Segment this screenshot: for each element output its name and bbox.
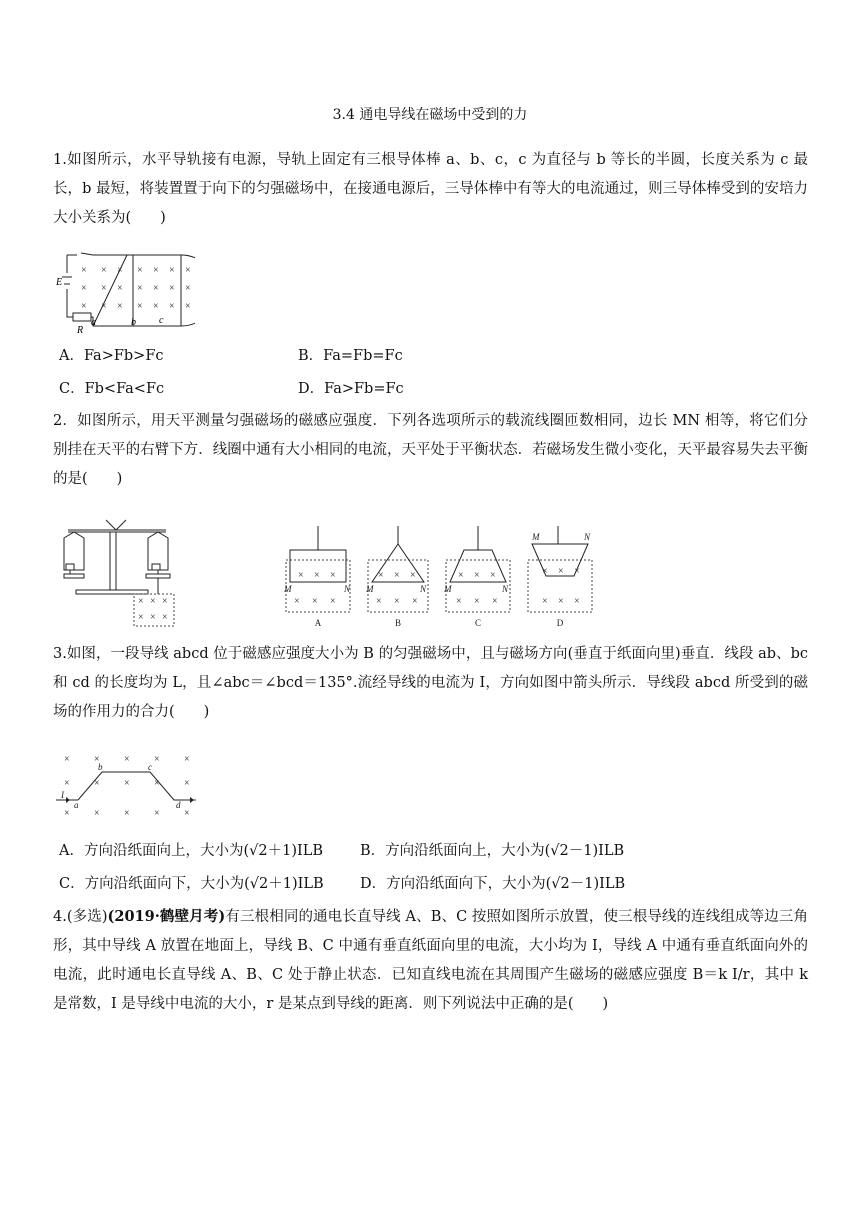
field-cross-mark: × [154,754,160,765]
q1-text: 1.如图所示，水平导轨接有电源，导轨上固定有三根导体棒 a、b、c，c 为直径与 b 等长的半圆，长度关系为 c 最长，b 最短，将装置置于向下的匀强磁场中，在接通电源后，三导体棒中有等大的电流通过，则三导体棒受到的安培力大小关系为( ) [53,152,808,226]
q2-caption-d: D [556,618,564,628]
q2-caption-b: B [394,618,402,628]
q1-label-R: R [77,325,84,335]
field-cross-mark: × [394,596,400,607]
q1-rail-figure [55,245,195,335]
q2-caption-c: C [474,618,482,628]
q4-source: (2019·鹤壁月考) [107,908,226,925]
field-cross-mark: × [169,301,175,312]
field-cross-mark: × [574,596,580,607]
field-cross-mark: × [169,265,175,276]
q2-text: 2．如图所示，用天平测量匀强磁场的磁感应强度．下列各选项所示的载流线圈匝数相同，边长 MN 相等，将它们分别挂在天平的右臂下方．线圈中通有大小相同的电流，天平处于平衡状态．若磁场发生微小变化，天平最容易失去平衡的是( ) [53,413,808,487]
q2-label-N-d: N [584,532,591,542]
field-cross-mark: × [394,570,400,581]
field-cross-mark: × [94,808,100,818]
field-cross-mark: × [101,283,107,294]
q4-body: 有三根相同的通电长直导线 A、B、C 按照如图所示放置，使三根导线的连线组成等边三角形，其中导线 A 放置在地面上，导线 B、C 中通有垂直纸面向里的电流，大小均为 I，导线 A 中通有垂直纸面向外的电流，此时通电长直导线 A、B、C 处于静止状态．已知直线电流在其周围产生磁场的磁感应强度 B＝k I/r，其中 k 是常数，I 是导线中电流的大小，r 是某点到导线的距离．则下列说法中正确的是( ) [53,909,808,1012]
field-cross-mark: × [117,265,123,276]
field-cross-mark: × [153,265,159,276]
field-cross-mark: × [101,265,107,276]
q1-label-b: b [131,317,136,328]
q3-label-b: b [98,762,103,772]
field-cross-mark: × [412,596,418,607]
q3-label-c: c [148,762,152,772]
field-cross-mark: × [410,570,416,581]
q3-option-c: C．方向沿纸面向下，大小为(√2＋1)ILB [59,876,324,892]
field-cross-mark: × [542,566,548,577]
q1-option-c: C．Fb<Fa<Fc [59,381,165,397]
q3-label-I: I [61,790,64,800]
q3-option-b: B．方向沿纸面向上，大小为(√2－1)ILB [360,843,625,859]
field-cross-mark: × [162,596,168,607]
field-cross-mark: × [94,754,100,765]
field-cross-mark: × [81,301,87,312]
field-cross-mark: × [542,596,548,607]
field-cross-mark: × [312,596,318,607]
q3-wire-figure [56,748,216,818]
field-cross-mark: × [169,283,175,294]
field-cross-mark: × [456,596,462,607]
field-cross-mark: × [153,301,159,312]
q1-option-a: A．Fa>Fb>Fc [59,348,164,364]
field-cross-mark: × [184,778,190,789]
q2-label-M-d: M [532,532,540,542]
field-cross-mark: × [474,570,480,581]
q2-options-figure [280,524,610,632]
field-cross-mark: × [124,808,130,818]
q2-label-N-b: N [420,584,427,594]
field-cross-mark: × [124,754,130,765]
q1-label-c: c [159,315,164,326]
page-title: 3.4 通电导线在磁场中受到的力 [332,107,528,123]
field-cross-mark: × [154,778,160,789]
field-cross-mark: × [298,570,304,581]
q2-label-N-a: N [344,584,351,594]
field-cross-mark: × [138,612,144,623]
field-cross-mark: × [294,596,300,607]
q3-option-d: D．方向沿纸面向下，大小为(√2－1)ILB [360,876,626,892]
field-cross-mark: × [458,570,464,581]
field-cross-mark: × [137,265,143,276]
q3-option-a: A．方向沿纸面向上，大小为(√2＋1)ILB [59,843,323,859]
field-cross-mark: × [64,778,70,789]
field-cross-mark: × [330,596,336,607]
q1-option-d: D．Fa>Fb=Fc [298,381,404,397]
q2-caption-a: A [314,618,322,628]
field-cross-mark: × [162,612,168,623]
field-cross-mark: × [150,596,156,607]
field-cross-mark: × [117,301,123,312]
q2-label-M-a: M [284,584,292,594]
q3-text: 3.如图，一段导线 abcd 位于磁感应强度大小为 B 的匀强磁场中，且与磁场方向(垂直于纸面向里)垂直．线段 ab、bc 和 cd 的长度均为 L，且∠abc＝∠bcd＝135°.流经导线的电流为 I，方向如图中箭头所示．导线段 abcd 所受到的磁场的作用力的合力( ) [53,646,808,720]
q2-label-M-b: M [366,584,374,594]
field-cross-mark: × [474,596,480,607]
field-cross-mark: × [376,596,382,607]
q4-prefix: 4.(多选) [53,909,108,925]
field-cross-mark: × [64,808,70,818]
field-cross-mark: × [150,612,156,623]
field-cross-mark: × [81,283,87,294]
field-cross-mark: × [184,754,190,765]
q2-balance-figure [56,514,180,630]
field-cross-mark: × [137,283,143,294]
field-cross-mark: × [558,596,564,607]
field-cross-mark: × [138,596,144,607]
q1-label-a: a [91,317,96,328]
field-cross-mark: × [137,301,143,312]
q3-label-d: d [176,800,181,810]
q3-label-a: a [74,800,79,810]
field-cross-mark: × [117,283,123,294]
field-cross-mark: × [490,570,496,581]
field-cross-mark: × [314,570,320,581]
field-cross-mark: × [185,265,191,276]
field-cross-mark: × [558,566,564,577]
field-cross-mark: × [64,754,70,765]
q1-label-E: E [56,277,63,288]
field-cross-mark: × [184,808,190,818]
q1-option-b: B．Fa=Fb=Fc [298,348,403,364]
q2-label-N-c: N [502,584,509,594]
field-cross-mark: × [101,301,107,312]
field-cross-mark: × [330,570,336,581]
field-cross-mark: × [154,808,160,818]
field-cross-mark: × [185,301,191,312]
field-cross-mark: × [81,265,87,276]
field-cross-mark: × [574,566,580,577]
field-cross-mark: × [378,570,384,581]
field-cross-mark: × [153,283,159,294]
field-cross-mark: × [124,778,130,789]
field-cross-mark: × [492,596,498,607]
q4-text [53,902,808,1019]
field-cross-mark: × [94,778,100,789]
field-cross-mark: × [185,283,191,294]
q2-label-M-c: M [444,584,452,594]
